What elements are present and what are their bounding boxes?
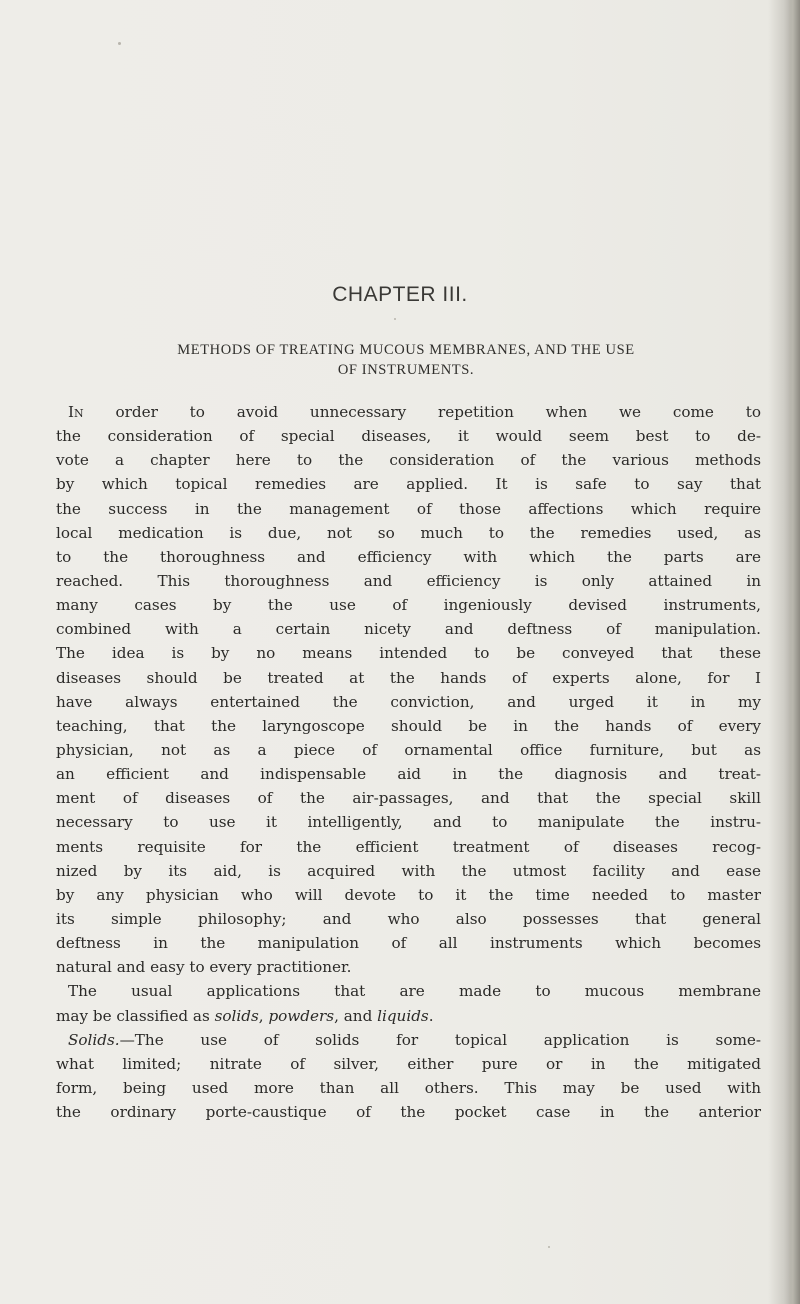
section-heading-line: OF INSTRUMENTS. — [337, 362, 475, 378]
drop-word: In — [68, 403, 84, 421]
text-line: local medication is due, not so much to the remedies used, as — [56, 523, 761, 542]
body-text — [56, 400, 761, 1124]
text-line: reached. This thoroughness and efficiency is only attained in — [56, 571, 761, 590]
text-line: form, being used more than all others. This may be used with — [56, 1078, 761, 1097]
text-line: an efficient and indispensable aid in the diagnosis and treat- — [56, 765, 761, 784]
text-line: natural and easy to every practitioner. — [56, 958, 352, 977]
text-line: Solids.—The use of solids for topical application is some- — [68, 1030, 761, 1049]
text-line: diseases should be treated at the hands of experts alone, for I — [56, 668, 761, 687]
text-line: physician, not as a piece of ornamental office furniture, but as — [56, 740, 761, 759]
text-line: the ordinary porte-caustique of the pocket case in the anterior — [56, 1103, 761, 1122]
text-line: what limited; nitrate of silver, either pure or in the mitigated — [56, 1054, 761, 1073]
term-liquids: liquids — [377, 1006, 429, 1025]
text-line: vote a chapter here to the consideration of the various methods — [56, 451, 761, 470]
text-line: its simple philosophy; and who also possesses that general — [56, 909, 761, 928]
paper-speck — [394, 318, 396, 320]
text-line: nized by its aid, is acquired with the utmost facility and ease — [56, 861, 761, 880]
page-edge-shadow — [788, 0, 800, 1304]
text-line: by any physician who will devote to it the time needed to master — [56, 885, 761, 904]
term-solids: solids — [214, 1006, 259, 1025]
section-heading — [60, 340, 752, 380]
text-line: necessary to use it intelligently, and to manipulate the instru- — [56, 813, 761, 832]
text-line: have always entertained the conviction, and urged it in my — [56, 692, 761, 711]
text-line: ment of diseases of the air-passages, and that the special skill — [56, 789, 761, 808]
text-line: The idea is by no means intended to be conveyed that these — [56, 644, 761, 663]
text-line: by which topical remedies are applied. It is safe to say that — [56, 475, 761, 494]
text-line: to the thoroughness and efficiency with which the parts are — [56, 547, 761, 566]
text-line: many cases by the use of ingeniously devised instruments, — [56, 596, 761, 615]
paper-speck — [548, 1246, 550, 1248]
section-heading-line: METHODS OF TREATING MUCOUS MEMBRANES, AND THE USE — [177, 342, 635, 358]
chapter-heading: CHAPTER III. — [332, 283, 468, 306]
text-line: the consideration of special diseases, it would seem best to de- — [56, 427, 761, 446]
text-line: ments requisite for the efficient treatment of diseases recog- — [56, 837, 761, 856]
text-line: In order to avoid unnecessary repetition when we come to — [68, 403, 761, 421]
text-line: may be classified as solids, powders, and liquids. — [56, 1006, 434, 1025]
text-line: deftness in the manipulation of all instruments which becomes — [56, 934, 761, 953]
text-line: teaching, that the laryngoscope should be in the hands of every — [56, 716, 761, 735]
section-label-solids: Solids. — [68, 1030, 120, 1049]
paper-speck — [118, 42, 121, 45]
term-powders: powders — [268, 1006, 335, 1025]
text-line: the success in the management of those affections which require — [56, 499, 761, 518]
text-line: The usual applications that are made to mucous membrane — [68, 982, 761, 1001]
text-line: combined with a certain nicety and deftness of manipulation. — [56, 620, 761, 639]
